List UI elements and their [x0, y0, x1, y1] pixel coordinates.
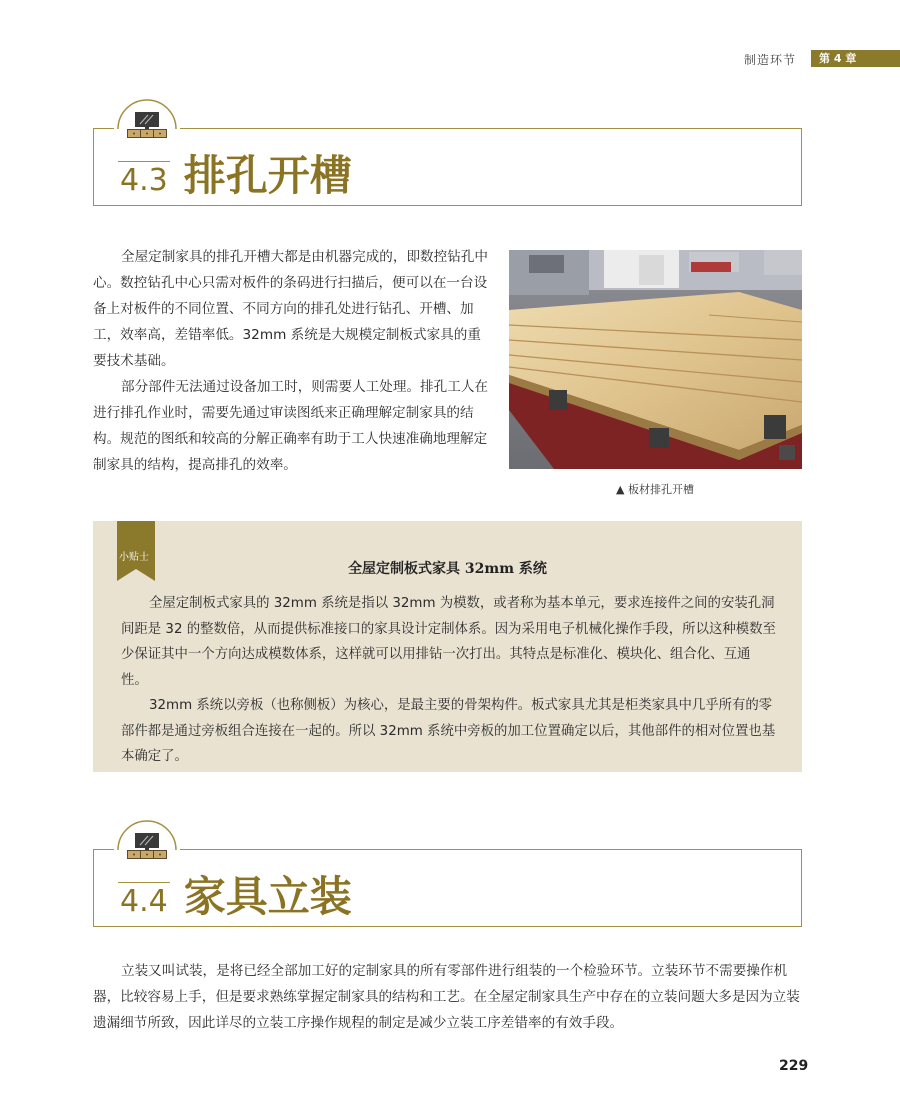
section-name: 家具立装 — [183, 872, 352, 921]
intro-paragraph: 部分部件无法通过设备加工时，则需要人工处理。排孔工人在进行排孔作业时，需要先通过审读图纸来正确理解定制家具的结构。规范的图纸和较高的分解正确率有助于工人快速准确地理解定制家具的结构，提高排孔的效率。 — [93, 379, 489, 473]
tip-box — [93, 521, 802, 772]
intro-text — [93, 244, 491, 478]
tip-paragraph: 32mm 系统以旁板（也称侧板）为核心，是最主要的骨架构件。板式家具尤其是柜类家具中几乎所有的零部件都是通过旁板组合连接在一起的。所以 32mm 系统中旁板的加工位置确定以后，其他部件的相对位置也基本确定了。 — [121, 698, 776, 764]
photo-illustration — [509, 250, 802, 469]
page-number: 229 — [779, 1058, 809, 1074]
panel-drilling-photo — [509, 250, 802, 469]
photo-caption: ▲ 板材排孔开槽 — [616, 483, 694, 496]
section-title-4-3 — [120, 143, 352, 203]
running-header-section: 制造环节 — [744, 53, 797, 67]
chapter-tab: 第 4 章 — [811, 50, 900, 67]
tip-paragraph: 全屋定制板式家具的 32mm 系统是指以 32mm 为模数，或者称为基本单元，要求连接件之间的安装孔洞间距是 32 的整数倍，从而提供标准接口的家具设计定制体系。因为采用电子机械化操作手段，所以这种模数至少保证其中一个方向达成模数体系，这样就可以用排钻一次打出。其特点是标准化、模块化、组合化、互通性。 — [121, 596, 776, 688]
section-name: 排孔开槽 — [183, 151, 352, 200]
tip-title: 全屋定制板式家具 32mm 系统 — [348, 561, 547, 577]
ribbon-label: 小贴士 — [119, 552, 149, 563]
section-heading-4-4 — [93, 849, 802, 927]
outro-text — [93, 958, 805, 1036]
section-number: 4.4 — [120, 884, 168, 919]
section-title-4-4 — [120, 864, 352, 924]
section-heading-4-3 — [93, 128, 802, 206]
tip-body — [121, 591, 777, 770]
section-number: 4.3 — [120, 163, 168, 198]
intro-paragraph: 全屋定制家具的排孔开槽大都是由机器完成的，即数控钻孔中心。数控钻孔中心只需对板件的条码进行扫描后，便可以在一台设备上对板件的不同位置、不同方向的排孔处进行钻孔、开槽、加工，效率高，差错率低。32mm 系统是大规模定制板式家具的重要技术基础。 — [93, 249, 489, 369]
outro-paragraph: 立装又叫试装，是将已经全部加工好的定制家具的所有零部件进行组装的一个检验环节。立装环节不需要操作机器，比较容易上手，但是要求熟练掌握定制家具的结构和工艺。在全屋定制家具生产中存在的立装问题大多是因为立装遗漏细节所致，因此详尽的立装工序操作规程的制定是减少立装工序差错率的有效手段。 — [93, 963, 800, 1031]
